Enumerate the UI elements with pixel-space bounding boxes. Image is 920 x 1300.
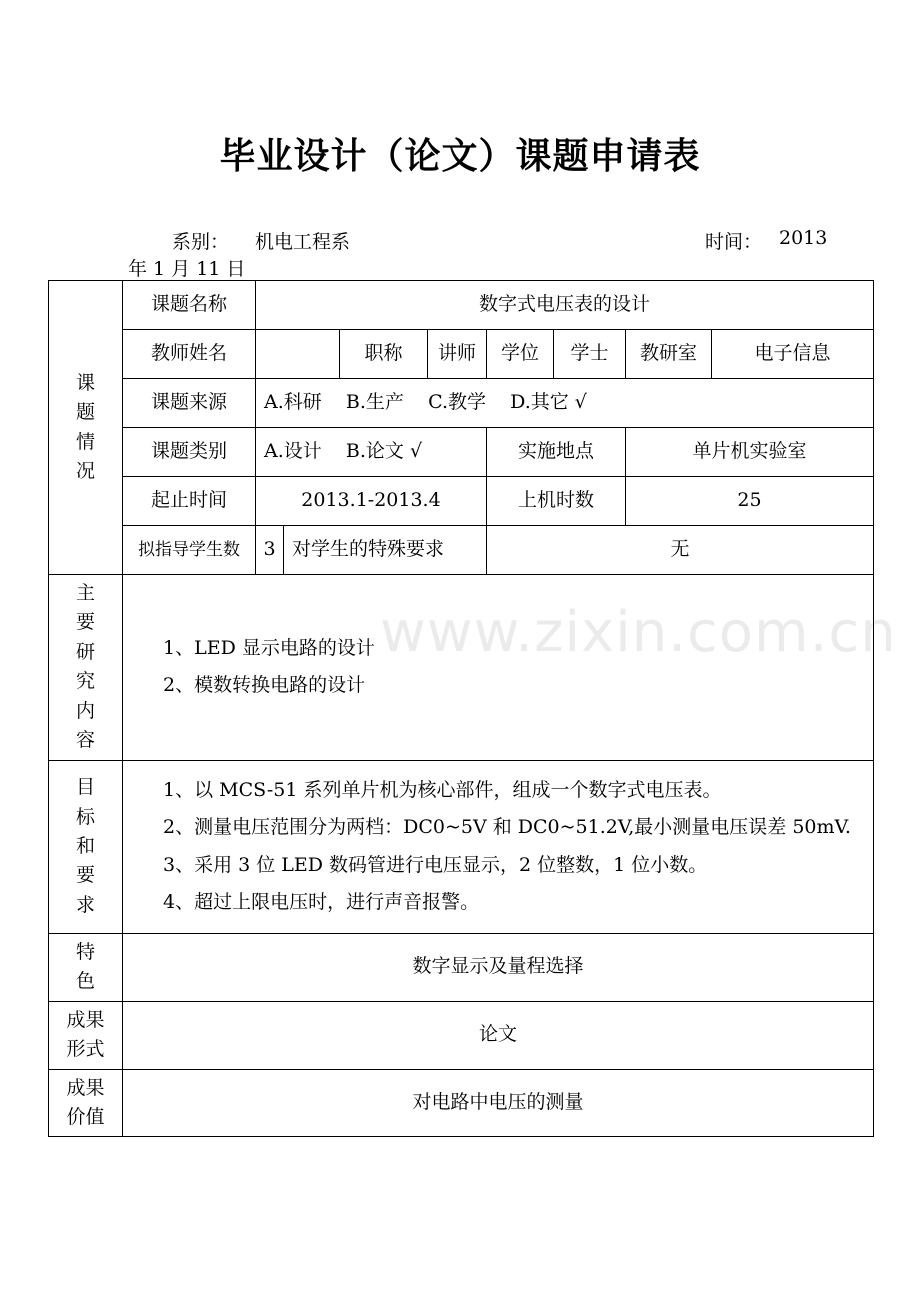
time-year: 2013 [779,227,828,249]
teacher-value [256,330,340,379]
section-features: 特 色 [49,933,123,1001]
time-label: 时间： [705,231,763,253]
students-label: 拟指导学生数 [123,526,256,575]
office-label: 教研室 [626,330,712,379]
goal-item: 1、以 MCS-51 系列单片机为核心部件，组成一个数字式电压表。 [163,778,722,801]
research-content-list [123,575,874,761]
result-value-value: 对电路中电压的测量 [123,1069,874,1137]
requirements-value: 无 [487,526,874,575]
result-form-value: 论文 [123,1001,874,1069]
topic-name-value: 数字式电压表的设计 [256,281,874,330]
students-value: 3 [256,526,284,575]
section-research-content: 主 要 研 究 内 容 [49,575,123,761]
topic-name-label: 课题名称 [123,281,256,330]
goal-item: 4、超过上限电压时，进行声音报警。 [163,891,480,914]
degree-label: 学位 [487,330,554,379]
period-value: 2013.1-2013.4 [256,477,487,526]
time-date: 年 1 月 11 日 [128,258,246,280]
research-item: 1、LED 显示电路的设计 [163,636,375,659]
section-result-form: 成果 形式 [49,1001,123,1069]
title-value: 讲师 [428,330,487,379]
features-value: 数字显示及量程选择 [123,933,874,1001]
title-label: 职称 [340,330,428,379]
section-ketiqingkuang: 课 题 情 况 [49,281,123,575]
requirements-label: 对学生的特殊要求 [284,526,487,575]
degree-value: 学士 [554,330,626,379]
hours-value: 25 [626,477,874,526]
hours-label: 上机时数 [487,477,626,526]
goal-item: 2、测量电压范围分为两档：DC0~5V 和 DC0~51.2V,最小测量电压误差 50mV. [163,816,851,839]
page-title: 毕业设计（论文）课题申请表 [219,136,701,177]
source-value: A.科研 B.生产 C.教学 D.其它 √ [256,379,874,428]
type-value: A.设计 B.论文 √ [256,428,487,477]
office-value: 电子信息 [712,330,874,379]
place-label: 实施地点 [487,428,626,477]
goals-list [123,760,874,933]
period-label: 起止时间 [123,477,256,526]
type-label: 课题类别 [123,428,256,477]
application-table [48,280,874,1137]
section-goals: 目 标 和 要 求 [49,760,123,933]
dept-label: 系别： [172,231,230,253]
research-item: 2、模数转换电路的设计 [163,674,366,697]
teacher-label: 教师姓名 [123,330,256,379]
place-value: 单片机实验室 [626,428,874,477]
section-result-value: 成果 价值 [49,1069,123,1137]
goal-item: 3、采用 3 位 LED 数码管进行电压显示，2 位整数，1 位小数。 [163,853,708,876]
watermark: www.zixin.com.cn [380,600,897,665]
dept-value: 机电工程系 [255,231,351,253]
source-label: 课题来源 [123,379,256,428]
